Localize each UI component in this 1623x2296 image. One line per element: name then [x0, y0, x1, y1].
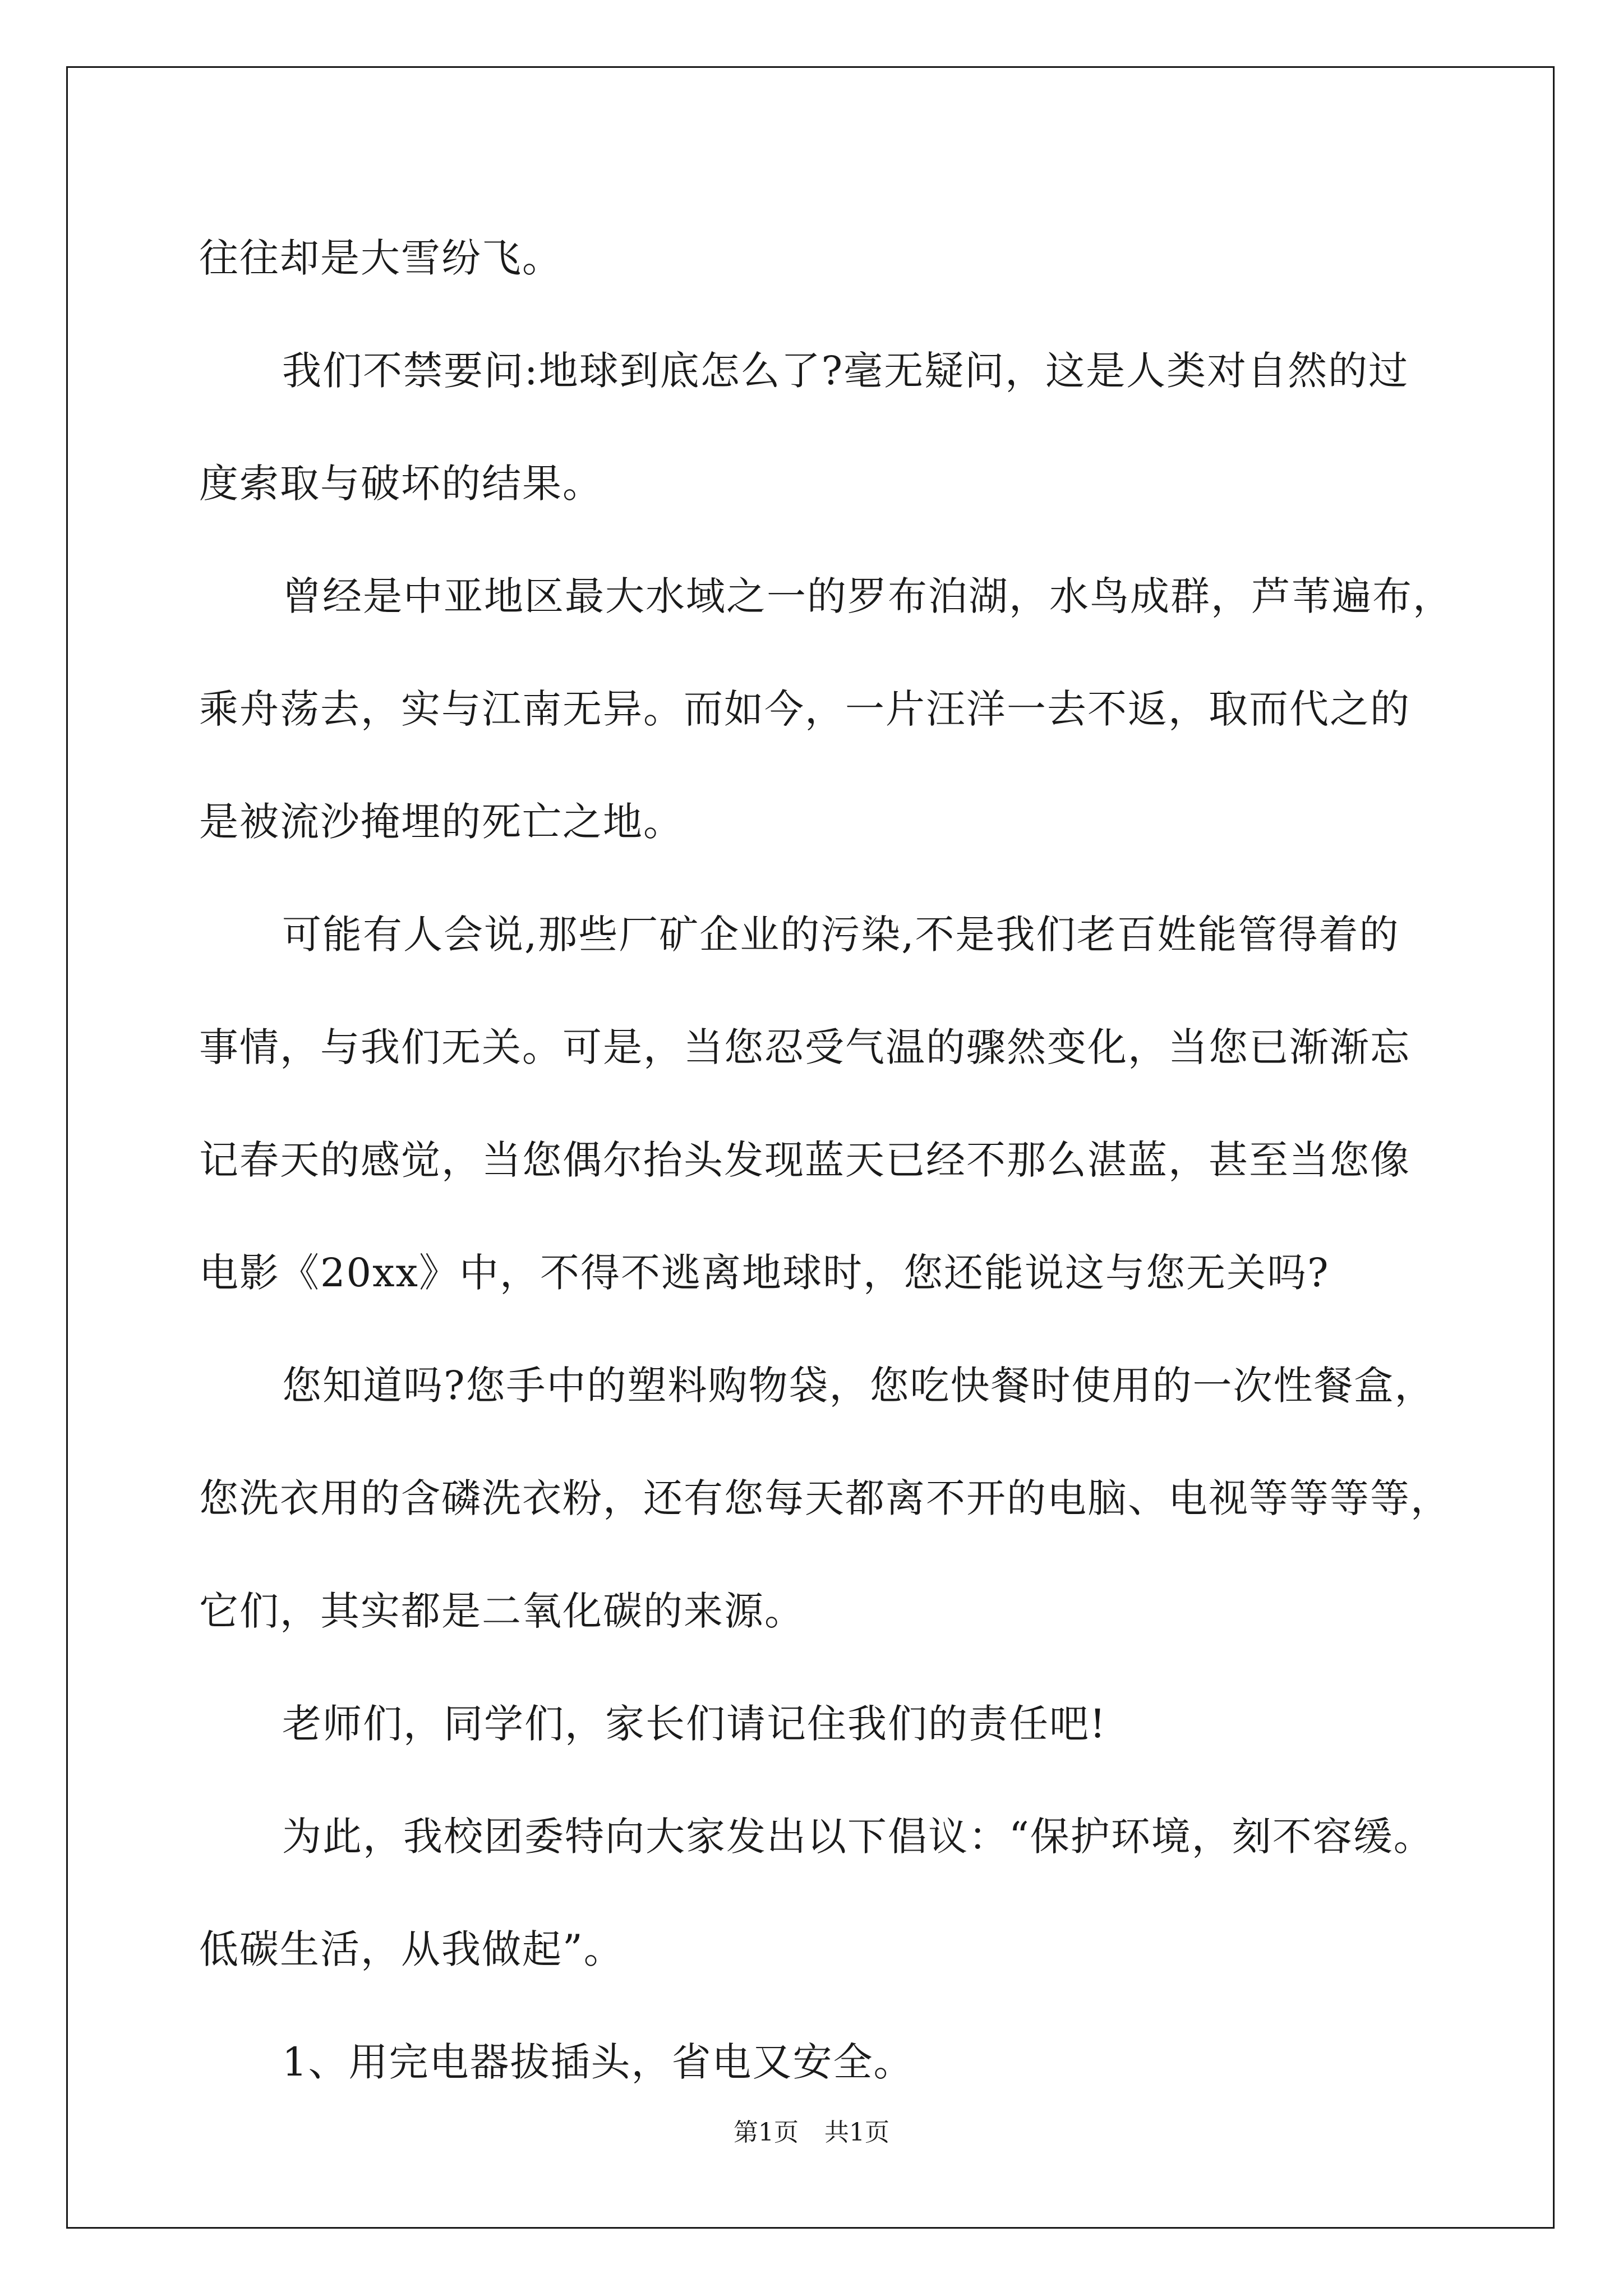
text-line: 老师们，同学们，家长们请记住我们的责任吧!	[282, 1701, 1107, 1747]
text-line: 记春天的感觉，当您偶尔抬头发现蓝天已经不那么湛蓝，甚至当您像	[199, 1137, 1410, 1183]
text-line: 曾经是中亚地区最大水域之一的罗布泊湖，水鸟成群，芦苇遍布，	[282, 573, 1453, 619]
text-line: 度索取与破坏的结果。	[199, 461, 603, 507]
text-line: 您洗衣用的含磷洗衣粉，还有您每天都离不开的电脑、电视等等等等，	[199, 1475, 1451, 1521]
text-line: 可能有人会说,那些厂矿企业的污染,不是我们老百姓能管得着的	[282, 912, 1400, 958]
text-line: 事情，与我们无关。可是，当您忍受气温的骤然变化，当您已渐渐忘	[199, 1024, 1410, 1070]
text-line: 它们，其实都是二氧化碳的来源。	[199, 1588, 805, 1634]
text-line: 1、用完电器拔插头，省电又安全。	[282, 2039, 914, 2085]
page-number: 第1页	[734, 2118, 799, 2147]
document-body	[199, 202, 1453, 2119]
text-line: 电影《20xx》中，不得不逃离地球时，您还能说这与您无关吗?	[199, 1250, 1330, 1296]
page-total: 共1页	[824, 2118, 889, 2147]
page-footer	[0, 2112, 1623, 2148]
text-line: 我们不禁要问:地球到底怎么了?毫无疑问，这是人类对自然的过	[282, 348, 1409, 394]
text-line: 乘舟荡去，实与江南无异。而如今，一片汪洋一去不返，取而代之的	[199, 686, 1410, 732]
text-line: 您知道吗?您手中的塑料购物袋，您吃快餐时使用的一次性餐盒，	[282, 1363, 1435, 1409]
text-line: 低碳生活，从我做起”。	[199, 1926, 624, 1972]
text-line: 为此，我校团委特向大家发出以下倡议：“保护环境，刻不容缓。	[282, 1814, 1434, 1860]
text-line: 往往却是大雪纷飞。	[199, 235, 562, 281]
text-line: 是被流沙掩埋的死亡之地。	[199, 799, 684, 845]
